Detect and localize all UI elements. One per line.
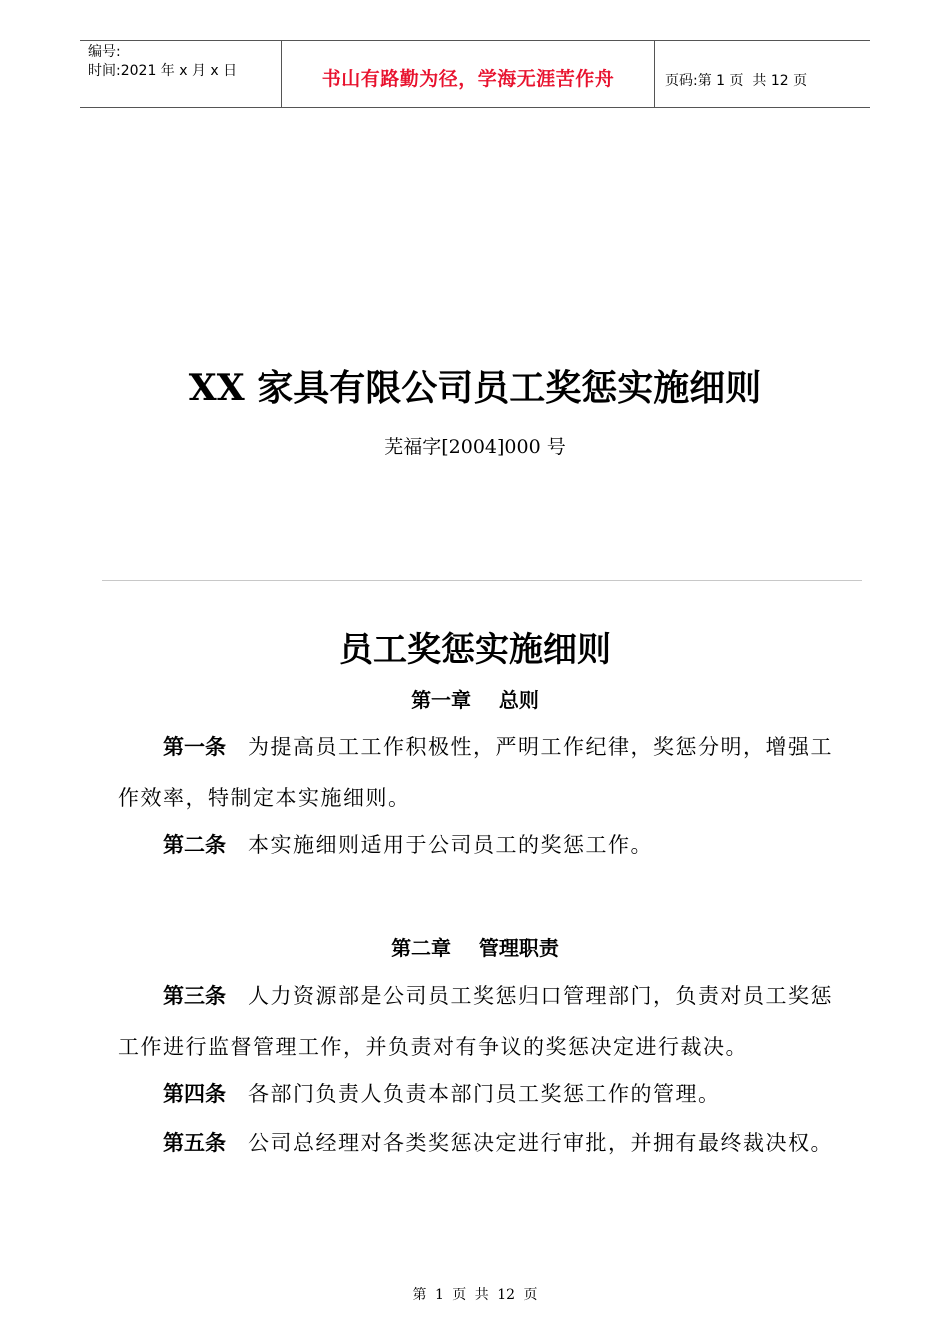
document-number: 芜福字[2004]000 号: [384, 436, 566, 458]
header-number-label: 编号:: [88, 44, 121, 60]
header-time-label: 时间:2021 年 x 月 x 日: [88, 63, 238, 79]
section-title: 员工奖惩实施细则: [339, 630, 611, 670]
article-2: [118, 820, 834, 871]
header-motto: 书山有路勤为径，学海无涯苦作舟: [321, 67, 615, 90]
article-1-text: 为提高员工工作积极性，严明工作纪律，奖惩分明，增强工作效率，特制定本实施细则。: [118, 735, 833, 810]
article-4-text: 各部门负责人负责本部门员工奖惩工作的管理。: [248, 1082, 721, 1106]
article-2-number: 第二条: [163, 833, 226, 857]
chapter-1-title-text: 第一章 总则: [411, 688, 539, 712]
chapter-2-title: [0, 932, 950, 961]
chapter-2-title-text: 第二章 管理职责: [391, 936, 559, 960]
article-1-number: 第一条: [163, 735, 226, 759]
chapter-1-title: [0, 684, 950, 713]
divider-line: [102, 580, 862, 581]
article-4: [118, 1069, 834, 1120]
article-5: [118, 1118, 834, 1169]
article-4-number: 第四条: [163, 1082, 226, 1106]
article-5-text: 公司总经理对各类奖惩决定进行审批，并拥有最终裁决权。: [248, 1131, 833, 1155]
article-2-text: 本实施细则适用于公司员工的奖惩工作。: [248, 833, 653, 857]
article-1: [118, 722, 834, 824]
article-3-text: 人力资源部是公司员工奖惩归口管理部门，负责对员工奖惩工作进行监督管理工作，并负责对有争议的奖惩决定进行裁决。: [118, 984, 833, 1059]
article-5-number: 第五条: [163, 1131, 226, 1155]
document-title: XX 家具有限公司员工奖惩实施细则: [188, 367, 762, 409]
header-page-info: 页码:第 1 页 共 12 页: [665, 73, 808, 89]
article-3: [118, 971, 834, 1073]
header-meta-cell: [80, 41, 282, 107]
page-footer: 第 1 页 共 12 页: [412, 1287, 538, 1303]
article-3-number: 第三条: [163, 984, 226, 1008]
document-header: [80, 40, 870, 108]
header-motto-cell: [282, 41, 655, 107]
header-page-cell: [655, 47, 870, 113]
